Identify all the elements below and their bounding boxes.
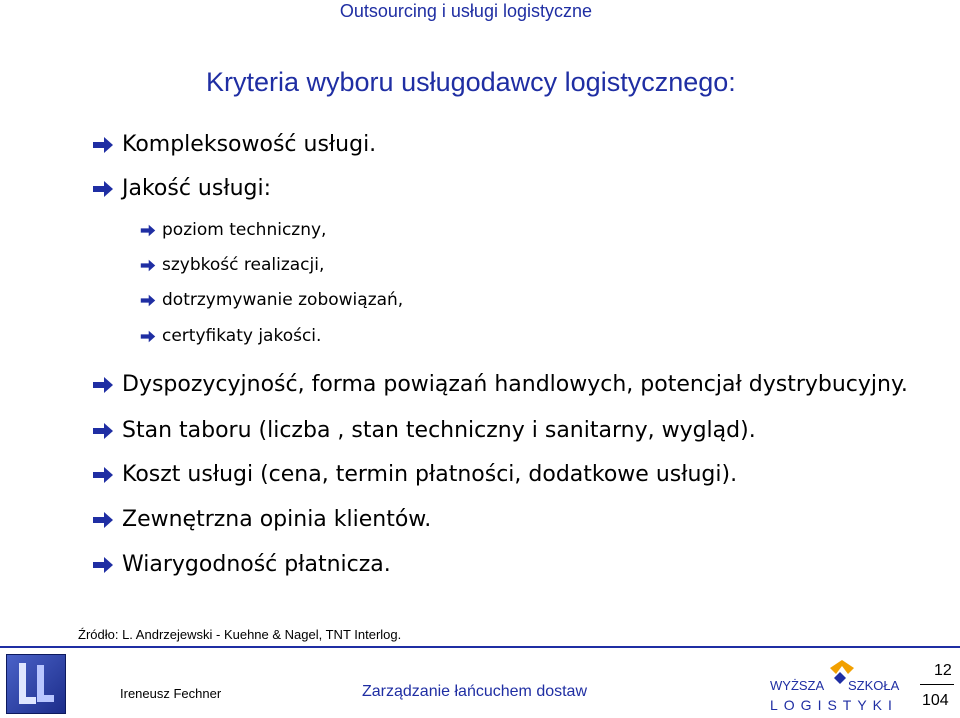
- arrow-right-icon: [140, 330, 156, 343]
- source-note: Źródło: L. Andrzejewski - Kuehne & Nagel, TNT Interlog.: [78, 627, 402, 642]
- arrow-right-icon: [92, 556, 114, 574]
- arrow-right-icon: [140, 259, 156, 272]
- bullet-text: Wiarygodność płatnicza.: [122, 552, 391, 577]
- bullet-item: [92, 132, 376, 157]
- bullet-item: [92, 507, 431, 532]
- sub-bullet-text: poziom techniczny,: [162, 220, 327, 240]
- school-name-line1a: WYŻSZA: [770, 678, 825, 693]
- sub-bullet-item: [140, 255, 324, 275]
- arrow-right-icon: [92, 136, 114, 154]
- bullet-item: [92, 552, 391, 577]
- header-title: Outsourcing i usługi logistyczne: [339, 1, 592, 21]
- arrow-right-icon: [140, 224, 156, 237]
- arrow-right-icon: [92, 511, 114, 529]
- sub-bullet-item: [140, 220, 326, 240]
- arrow-right-icon: [92, 466, 114, 484]
- bullet-text: Jakość usługi:: [122, 176, 272, 201]
- arrow-right-icon: [92, 180, 114, 198]
- bullet-text: Dyspozycyjność, forma powiązań handlowych, potencjał dystrybucyjny.: [122, 372, 908, 397]
- arrow-right-icon: [92, 422, 114, 440]
- bullet-text: Zewnętrzna opinia klientów.: [122, 507, 432, 532]
- sub-bullet-text: szybkość realizacji,: [162, 255, 325, 275]
- bullet-text: Koszt usługi (cena, termin płatności, dodatkowe usługi).: [122, 462, 738, 487]
- course-title: Zarządzanie łańcuchem dostaw: [362, 683, 588, 700]
- bullet-text: Kompleksowość usługi.: [122, 132, 377, 157]
- slide-title: Kryteria wyboru usługodawcy logistycznego:: [206, 67, 736, 97]
- bullet-item: [92, 418, 756, 443]
- sub-bullet-item: [140, 326, 321, 346]
- slide-number: 12: [934, 662, 952, 679]
- sub-bullet-item: [140, 290, 403, 310]
- sub-bullet-text: certyfikaty jakości.: [162, 326, 322, 346]
- bullet-item: [92, 372, 908, 397]
- arrow-right-icon: [140, 294, 156, 307]
- page-total: 104: [922, 692, 949, 709]
- arrow-right-icon: [92, 376, 114, 394]
- author-name: Ireneusz Fechner: [120, 686, 222, 701]
- logo-icon: [7, 655, 65, 713]
- page-number-divider: [920, 684, 954, 685]
- bullet-text: Stan taboru (liczba , stan techniczny i sanitarny, wygląd).: [122, 418, 756, 443]
- university-logo: [6, 654, 66, 714]
- bullet-item: [92, 462, 737, 487]
- sub-bullet-text: dotrzymywanie zobowiązań,: [162, 290, 404, 310]
- school-name-line1b: SZKOŁA: [848, 678, 900, 693]
- bullet-item: [92, 176, 271, 201]
- school-name-line2: LOGISTYKI: [770, 697, 898, 713]
- footer-divider: [0, 646, 960, 648]
